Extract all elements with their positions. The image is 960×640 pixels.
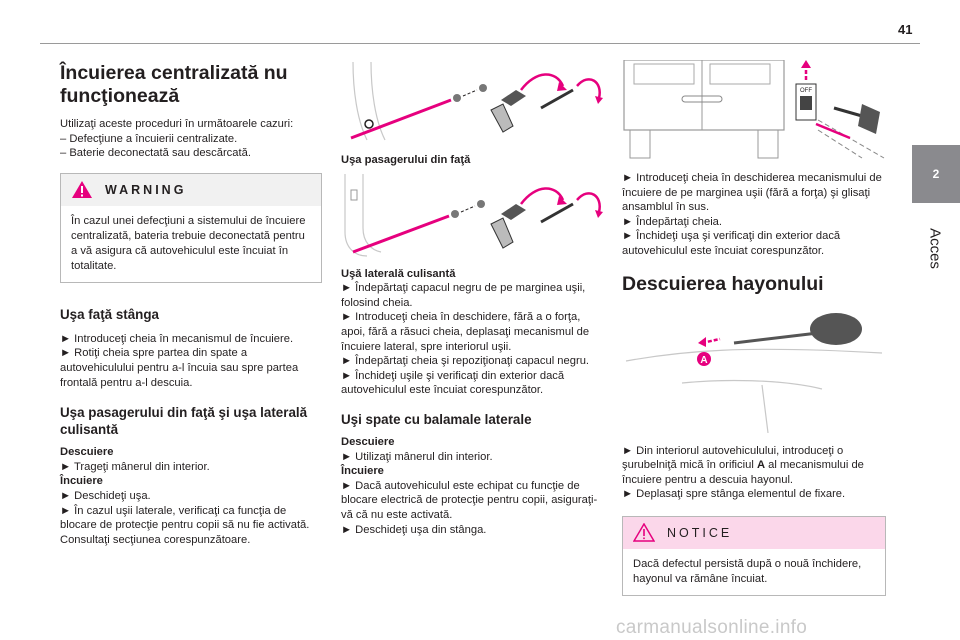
driver-door-step: ► Introduceţi cheia în mecanismul de încuiere. <box>60 332 294 345</box>
notice-icon <box>633 523 655 542</box>
sliding-door-step: ► Introduceţi cheia în deschidere, fără a o forţa, apoi, fără a răsuci cheia, deplasaţi mecanismul de încuiere lateral, spre interiorul uşii. <box>341 311 590 353</box>
off-label: OFF <box>800 88 812 94</box>
sliding-door-step: ► Îndepărtaţi cheia şi repoziţionaţi capacul negru. <box>341 355 590 368</box>
rear-door-step: ► Îndepărtaţi cheia. <box>622 215 723 228</box>
heading-driver-door: Uşa faţă stânga <box>60 306 159 322</box>
lock-step: ► În cazul uşii laterale, verificaţi ca funcţia de blocare de protecţie pentru copii să nu fie activată. Consultaţi secţiunea corespunzătoare. <box>60 504 310 546</box>
notice-header <box>623 517 885 549</box>
intro-line: – Defecţiune a încuierii centralizate. <box>60 132 238 145</box>
lock-step: ► Dacă autovehiculul este echipat cu funcţie de blocare electrică de protecţie pentru copii, asiguraţi-vă că nu este activată. <box>341 479 598 521</box>
tailgate-step: ► Deplasaţi spre stânga elementul de fixare. <box>622 488 846 501</box>
lock-step: ► Deschideţi uşa. <box>60 489 151 502</box>
notice-text: Dacă defectul persistă după o nouă închidere, hayonul va rămâne încuiat. <box>633 557 862 585</box>
tailgate-step-text-a: ► Din interiorul autovehiculului, introduceţi o şurubelniţă mică în orificiul <box>622 444 844 472</box>
notice-box <box>622 516 886 596</box>
caption-front-passenger-door: Uşa pasagerului din faţă <box>341 154 471 166</box>
warning-header <box>61 174 321 206</box>
front-passenger-door-lock-illustration <box>341 60 603 142</box>
heading-passenger-door: Uşa pasagerului din faţă şi uşa laterală culisantă <box>60 405 308 438</box>
unlock-step: ► Trageţi mânerul din interior. <box>60 460 210 473</box>
watermark: carmanualsonline.info <box>616 617 808 638</box>
rear-door-lock-illustration <box>622 60 886 160</box>
warning-box <box>60 173 322 283</box>
section-title-lock-failure: Încuierea centralizată nu funcţionează <box>60 62 288 107</box>
warning-text: În cazul unei defecţiuni a sistemului de încuiere centralizată, bateria trebuie deconectată pentru a vă asigura că autovehiculul este încuiat în totalitate. <box>71 214 306 272</box>
driver-door-step: ► Rotiţi cheia spre partea din spate a autovehiculului pentru a-l încuia sau spre partea frontală pentru a-l descuia. <box>60 347 299 389</box>
sliding-door-step: ► Îndepărtaţi capacul negru de pe marginea uşii, folosind cheia. <box>341 282 586 309</box>
tailgate-step <box>622 444 886 488</box>
section-tab: 2 <box>912 145 960 203</box>
marker-a: A <box>700 354 708 366</box>
tailgate-step-marker: A <box>756 459 766 472</box>
section-title-tailgate: Descuierea hayonului <box>622 272 824 295</box>
warning-label: WARNING <box>105 182 187 197</box>
lock-label: Încuiere <box>341 465 384 478</box>
lock-step: ► Deschideţi uşa din stânga. <box>341 523 487 536</box>
section-label: Acces <box>926 228 944 269</box>
rear-door-step: ► Introduceţi cheia în deschiderea mecanismului de încuiere de pe marginea uşii (fără a forţa) şi glisaţi ansamblul în sus. <box>622 172 882 214</box>
header-divider <box>40 43 920 44</box>
column-1 <box>60 62 322 547</box>
tailgate-unlock-illustration <box>622 309 886 433</box>
notice-label: NOTICE <box>667 525 733 540</box>
unlock-label: Descuiere <box>60 446 114 459</box>
unlock-step: ► Utilizaţi mânerul din interior. <box>341 450 493 463</box>
sliding-door-lock-illustration <box>341 172 603 258</box>
page-number: 41 <box>898 22 913 37</box>
sliding-door-step: ► Închideţi uşile şi verificaţi din exterior dacă autovehiculul este încuiat corespunzător. <box>341 369 565 397</box>
tailgate-step-text-b: al mecanismului de încuiere pentru a descuia hayonul. <box>622 459 864 486</box>
warning-icon <box>71 180 93 199</box>
lock-label: Încuiere <box>60 475 103 488</box>
unlock-label: Descuiere <box>341 435 395 448</box>
caption-sliding-door: Uşă laterală culisantă <box>341 267 456 280</box>
intro-line: Utilizaţi aceste proceduri în următoarele cazuri: <box>60 118 294 130</box>
rear-door-step: ► Închideţi uşa şi verificaţi din exterior dacă autovehiculul este încuiat corespunzător. <box>622 230 841 257</box>
intro-line: – Baterie deconectată sau descărcată. <box>60 147 251 160</box>
column-2 <box>341 60 603 537</box>
column-3 <box>622 60 886 596</box>
heading-rear-doors: Uşi spate cu balamale laterale <box>341 411 532 427</box>
